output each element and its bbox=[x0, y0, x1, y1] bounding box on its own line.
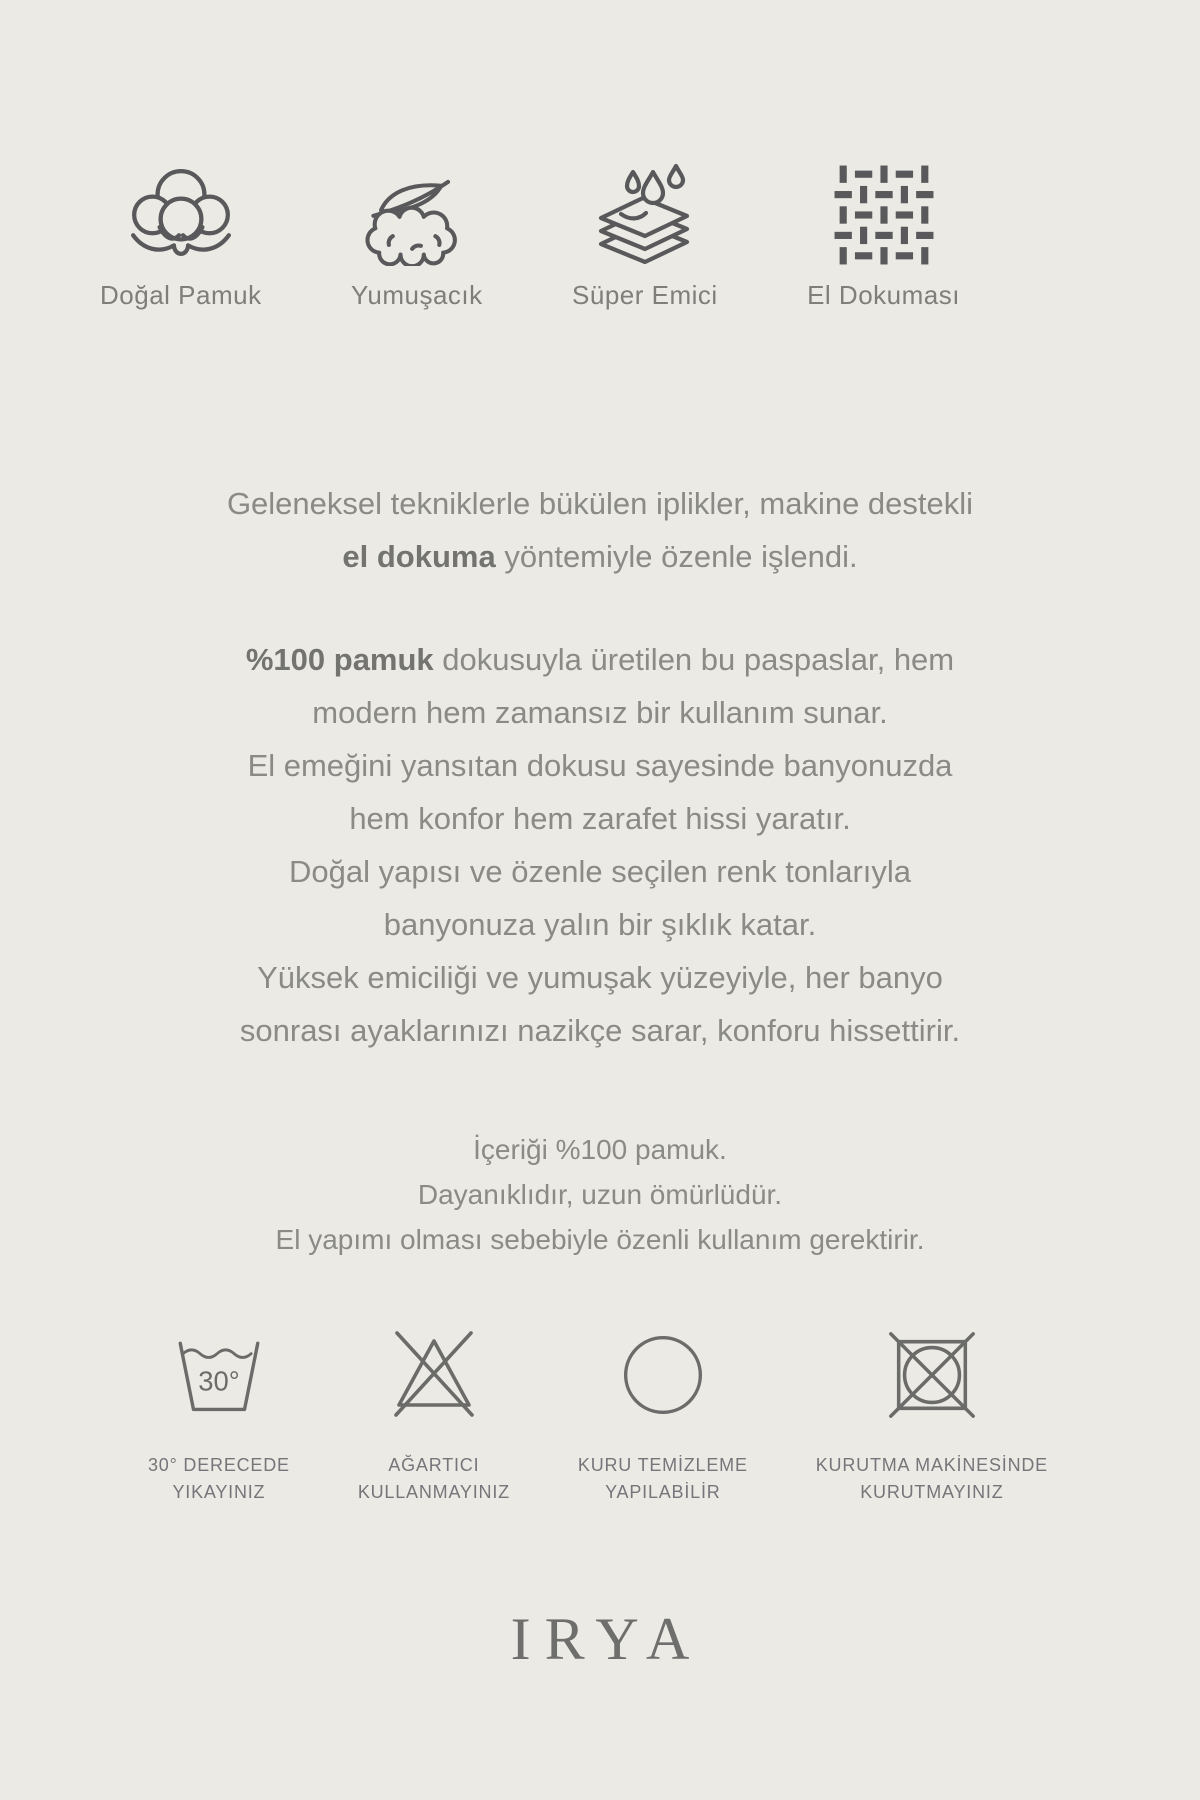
feature-label: Yumuşacık bbox=[350, 280, 483, 310]
intro-bold: el dokuma bbox=[342, 539, 496, 574]
intro-line2-rest: yöntemiyle özenle işlendi. bbox=[495, 539, 858, 574]
care-no-tumble-dry bbox=[816, 1324, 1048, 1506]
care-instructions-row bbox=[148, 1324, 1048, 1506]
feature-dogal-pamuk bbox=[100, 146, 262, 311]
care-no-bleach bbox=[358, 1324, 510, 1506]
description-line: Doğal yapısı ve özenle seçilen renk tonlarıyla bbox=[288, 854, 912, 889]
feature-super-emici bbox=[572, 146, 718, 311]
description-line: hem konfor hem zarafet hissi yaratır. bbox=[349, 801, 851, 836]
care-label: KURU TEMİZLEME YAPILABİLİR bbox=[577, 1455, 748, 1502]
wash-temp-label: 30° bbox=[198, 1365, 240, 1397]
description-line1-rest: dokusuyla üretilen bu paspaslar, hem bbox=[433, 642, 955, 677]
dry-clean-icon bbox=[621, 1324, 705, 1426]
description-line: banyonuza yalın bir şıklık katar. bbox=[383, 907, 817, 942]
content-details bbox=[0, 1127, 1200, 1262]
hand-weave-icon bbox=[833, 146, 935, 266]
description-line: sonrası ayaklarınızı nazikçe sarar, konforu hissettirir. bbox=[239, 1013, 961, 1048]
care-wash-30 bbox=[148, 1324, 290, 1506]
feature-label: El Dokuması bbox=[807, 280, 960, 310]
intro-paragraph bbox=[0, 477, 1200, 583]
cotton-icon bbox=[125, 146, 237, 266]
description-line: Yüksek emiciliği ve yumuşak yüzeyiyle, her banyo bbox=[257, 960, 943, 995]
description-paragraph bbox=[0, 633, 1200, 1057]
no-bleach-icon bbox=[384, 1324, 484, 1426]
care-label: KURUTMA MAKİNESİNDE KURUTMAYINIZ bbox=[815, 1455, 1048, 1502]
feature-yumusacik bbox=[351, 146, 483, 311]
wash-30-icon bbox=[167, 1324, 271, 1426]
care-dry-clean bbox=[578, 1324, 748, 1506]
feature-label: Süper Emici bbox=[572, 280, 718, 310]
feature-row bbox=[100, 0, 960, 311]
feature-label: Doğal Pamuk bbox=[100, 280, 262, 310]
detail-line: İçeriği %100 pamuk. bbox=[473, 1134, 727, 1165]
feature-el-dokumasi bbox=[807, 146, 960, 311]
description-line: El emeğini yansıtan dokusu sayesinde banyonuzda bbox=[247, 748, 953, 783]
description-line: modern hem zamansız bir kullanım sunar. bbox=[312, 695, 888, 730]
detail-line: Dayanıklıdır, uzun ömürlüdür. bbox=[417, 1179, 783, 1210]
absorbent-layers-icon bbox=[589, 146, 701, 266]
intro-line1: Geleneksel tekniklerle bükülen iplikler, makine destekli bbox=[226, 486, 974, 521]
detail-line: El yapımı olması sebebiyle özenli kullanım gerektirir. bbox=[275, 1224, 925, 1255]
care-label: 30° DERECEDE YIKAYINIZ bbox=[148, 1455, 290, 1502]
care-label: AĞARTICI KULLANMAYINIZ bbox=[357, 1455, 510, 1502]
no-tumble-dry-icon bbox=[883, 1324, 981, 1426]
feather-cloud-icon bbox=[354, 146, 480, 266]
brand-logo: IRYA bbox=[510, 1606, 704, 1672]
description-bold: %100 pamuk bbox=[245, 642, 434, 677]
